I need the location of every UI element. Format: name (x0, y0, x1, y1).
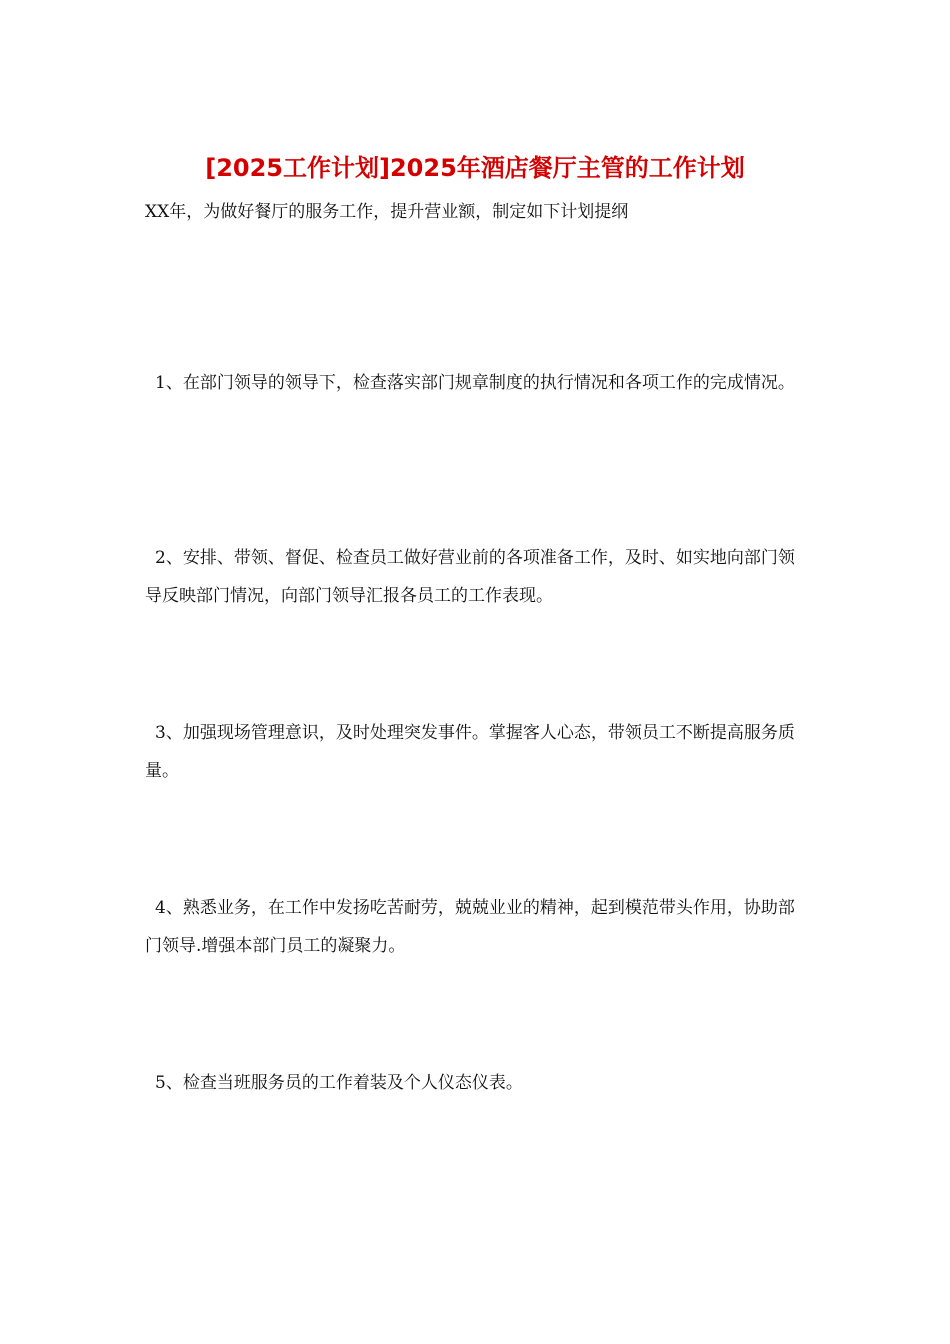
document-title: [2025工作计划]2025年酒店餐厅主管的工作计划 (205, 154, 745, 182)
plan-item-4: 4、熟悉业务，在工作中发扬吃苦耐劳，兢兢业业的精神，起到模范带头作用，协助部门领导.增强本部门员工的凝聚力。 (145, 898, 795, 956)
plan-item-5: 5、检查当班服务员的工作着装及个人仪态仪表。 (155, 1073, 523, 1093)
plan-item-3: 3、加强现场管理意识，及时处理突发事件。掌握客人心态，带领员工不断提高服务质量。 (145, 723, 795, 781)
plan-item-2: 2、安排、带领、督促、检查员工做好营业前的各项准备工作，及时、如实地向部门领导反映部门情况，向部门领导汇报各员工的工作表现。 (145, 548, 795, 606)
plan-item-1: 1、在部门领导的领导下，检查落实部门规章制度的执行情况和各项工作的完成情况。 (155, 373, 795, 393)
intro-paragraph: XX年，为做好餐厅的服务工作，提升营业额，制定如下计划提纲 (145, 202, 629, 222)
